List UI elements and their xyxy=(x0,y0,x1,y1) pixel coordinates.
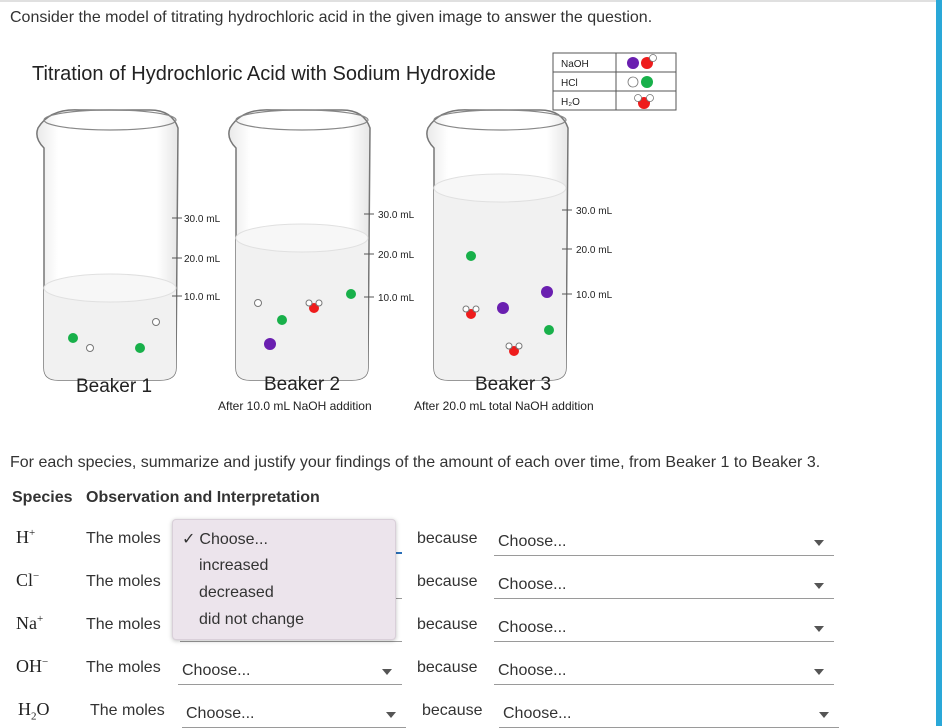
beaker-2 xyxy=(218,110,415,413)
na-ion-icon xyxy=(264,338,276,350)
species-symbol: OH xyxy=(16,656,42,676)
species-subscript: 2 xyxy=(31,710,37,723)
species-symbol: Na xyxy=(16,613,37,633)
because-label: because xyxy=(417,659,478,676)
dropdown-option-increased[interactable]: increased xyxy=(199,557,269,574)
beaker-3 xyxy=(414,110,613,413)
cl-ion-icon xyxy=(346,289,356,299)
check-icon: ✓ xyxy=(182,531,196,548)
species-oh-minus xyxy=(16,656,48,677)
cl-ion-icon xyxy=(544,325,554,335)
legend-water-h1-icon xyxy=(635,95,642,102)
legend xyxy=(553,53,676,110)
cl-ion-icon xyxy=(466,251,476,261)
chevron-down-icon xyxy=(814,626,824,632)
legend-h-atom-icon xyxy=(628,77,638,87)
beaker-3-caption: After 20.0 mL total NaOH addition xyxy=(414,399,594,413)
species-charge: + xyxy=(37,613,44,625)
legend-cl-icon xyxy=(641,76,653,88)
species-symbol: H xyxy=(18,699,31,719)
cl-ion-icon xyxy=(68,333,78,343)
because-label: because xyxy=(422,702,483,719)
beaker-1 xyxy=(37,110,221,397)
legend-na-icon xyxy=(627,57,639,69)
chevron-down-icon xyxy=(814,669,824,675)
because-select-h-plus[interactable] xyxy=(494,530,834,556)
select-value: Choose... xyxy=(498,619,567,636)
dropdown-option-choose[interactable] xyxy=(182,529,268,549)
because-label: because xyxy=(417,616,478,633)
legend-naoh-label: NaOH xyxy=(561,59,589,70)
because-select-h2o[interactable] xyxy=(499,702,839,728)
h-ion-icon xyxy=(255,300,262,307)
water-h-icon xyxy=(473,306,479,312)
chevron-down-icon xyxy=(814,583,824,589)
because-label: because xyxy=(417,573,478,590)
legend-hcl-label: HCl xyxy=(561,78,578,89)
beaker-1-label: Beaker 1 xyxy=(76,376,153,397)
moles-select-oh-minus[interactable] xyxy=(178,659,402,685)
species-h2o xyxy=(18,699,50,723)
beaker2-mark-20: 20.0 mL xyxy=(378,250,415,261)
beaker3-mark-30: 30.0 mL xyxy=(576,206,613,217)
select-value: Choose... xyxy=(498,662,567,679)
select-value: Choose... xyxy=(498,533,567,550)
dropdown-option-did-not-change[interactable]: did not change xyxy=(199,611,304,628)
beaker3-mark-10: 10.0 mL xyxy=(576,290,613,301)
figure-title: Titration of Hydrochloric Acid with Sodium Hydroxide xyxy=(32,63,496,85)
na-ion-icon xyxy=(541,286,553,298)
beaker3-mark-20: 20.0 mL xyxy=(576,245,613,256)
beaker2-mark-10: 10.0 mL xyxy=(378,293,415,304)
h-ion-icon xyxy=(87,345,94,352)
water-h-icon xyxy=(516,343,522,349)
water-h-icon xyxy=(463,306,469,312)
moles-select-h2o[interactable] xyxy=(182,702,406,728)
species-symbol: Cl xyxy=(16,570,34,590)
moles-label: The moles xyxy=(86,659,161,676)
because-select-na-plus[interactable] xyxy=(494,616,834,642)
select-value: Choose... xyxy=(182,662,251,679)
question-prompt: Consider the model of titrating hydrochloric acid in the given image to answer the question. xyxy=(10,9,653,26)
moles-label: The moles xyxy=(86,530,161,547)
because-select-oh-minus[interactable] xyxy=(494,659,834,685)
beaker-2-caption: After 10.0 mL NaOH addition xyxy=(218,399,372,413)
beaker1-mark-20: 20.0 mL xyxy=(184,254,221,265)
legend-h2o-label: H₂O xyxy=(561,97,580,108)
species-charge: − xyxy=(42,656,49,668)
h-ion-icon xyxy=(153,319,160,326)
option-label: Choose... xyxy=(199,531,268,548)
legend-water-h2-icon xyxy=(647,95,654,102)
because-label: because xyxy=(417,530,478,547)
moles-label: The moles xyxy=(90,702,165,719)
titration-figure xyxy=(20,48,680,420)
select-value: Choose... xyxy=(186,705,255,722)
species-h-plus xyxy=(16,527,35,548)
species-charge: − xyxy=(33,570,40,582)
species-cl-minus xyxy=(16,570,39,591)
moles-label: The moles xyxy=(86,616,161,633)
instructions: For each species, summarize and justify your findings of the amount of each over time, from Beaker 1 to Beaker 3. xyxy=(10,454,821,471)
moles-label: The moles xyxy=(86,573,161,590)
observation-header: Observation and Interpretation xyxy=(86,489,320,506)
moles-dropdown-h-plus[interactable] xyxy=(172,519,396,640)
species-charge: + xyxy=(29,527,36,539)
chevron-down-icon xyxy=(382,669,392,675)
dropdown-option-decreased[interactable]: decreased xyxy=(199,584,274,601)
top-border xyxy=(0,0,936,2)
beaker-3-label: Beaker 3 xyxy=(475,374,552,395)
scrollbar-accent[interactable] xyxy=(936,0,942,726)
species-symbol-tail: O xyxy=(36,699,50,719)
beaker1-mark-10: 10.0 mL xyxy=(184,292,221,303)
select-value: Choose... xyxy=(498,576,567,593)
select-value: Choose... xyxy=(503,705,572,722)
because-select-cl-minus[interactable] xyxy=(494,573,834,599)
chevron-down-icon xyxy=(814,540,824,546)
water-h-icon xyxy=(506,343,512,349)
water-h-icon xyxy=(306,300,312,306)
chevron-down-icon xyxy=(819,712,829,718)
species-header: Species xyxy=(12,489,73,506)
beaker2-mark-30: 30.0 mL xyxy=(378,210,415,221)
beaker1-mark-30: 30.0 mL xyxy=(184,214,221,225)
species-na-plus xyxy=(16,613,43,634)
na-ion-icon xyxy=(497,302,509,314)
water-h-icon xyxy=(316,300,322,306)
cl-ion-icon xyxy=(277,315,287,325)
species-symbol: H xyxy=(16,527,29,547)
beaker-2-label: Beaker 2 xyxy=(264,374,341,395)
legend-h-icon xyxy=(650,55,657,62)
cl-ion-icon xyxy=(135,343,145,353)
chevron-down-icon xyxy=(386,712,396,718)
